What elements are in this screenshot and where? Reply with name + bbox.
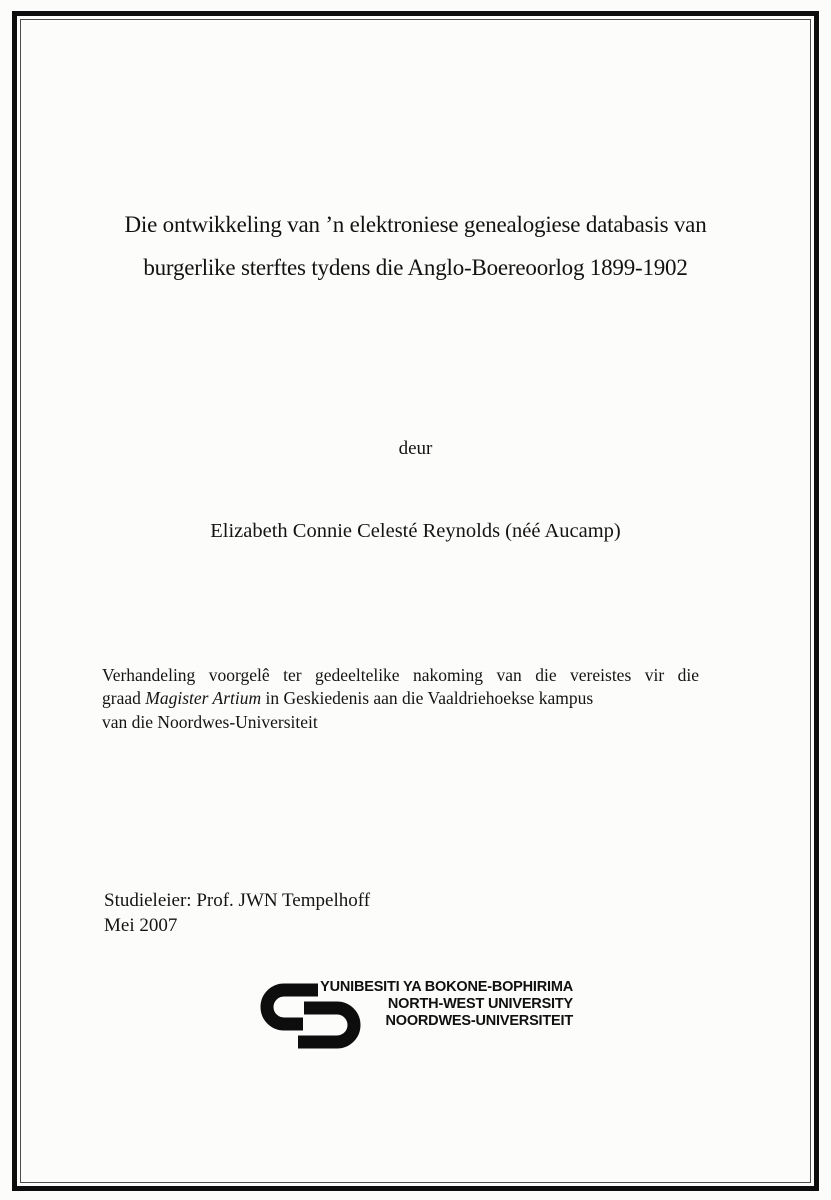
university-logo-lockup <box>258 974 573 1056</box>
statement-line-2-suffix: in Geskiedenis aan die Vaaldriehoekse kampus <box>261 688 594 709</box>
logo-text-line-1: YUNIBESITI YA BOKONE-BOPHIRIMA <box>320 979 573 995</box>
logo-text-line-3: NOORDWES-UNIVERSITEIT <box>385 1013 573 1029</box>
university-logo-text <box>320 979 573 1030</box>
thesis-title-line-2: burgerlike sterftes tydens die Anglo-Boereoorlog 1899-1902 <box>143 255 688 280</box>
byline-deur: deur <box>398 438 433 459</box>
statement-line-2-prefix: graad <box>102 688 146 709</box>
logo-text-line-2: NORTH-WEST UNIVERSITY <box>387 996 573 1012</box>
supervisor-line: Studieleier: Prof. JWN Tempelhoff <box>104 890 371 911</box>
degree-name-italic: Magister Artium <box>145 688 262 709</box>
supervisor-block <box>104 888 370 938</box>
university-logo <box>0 974 831 1056</box>
thesis-title <box>60 203 771 289</box>
thesis-statement <box>102 664 699 734</box>
author-name: Elizabeth Connie Celesté Reynolds (néé Aucamp) <box>210 520 621 542</box>
statement-line-2 <box>102 687 699 710</box>
statement-line-3: van die Noordwes-Universiteit <box>102 711 318 732</box>
thesis-title-line-1: Die ontwikkeling van ’n elektroniese genealogiese databasis van <box>124 212 707 237</box>
date-line: Mei 2007 <box>104 915 178 936</box>
statement-line-1: Verhandeling voorgelê ter gedeeltelike nakoming van die vereistes vir die <box>102 665 699 685</box>
